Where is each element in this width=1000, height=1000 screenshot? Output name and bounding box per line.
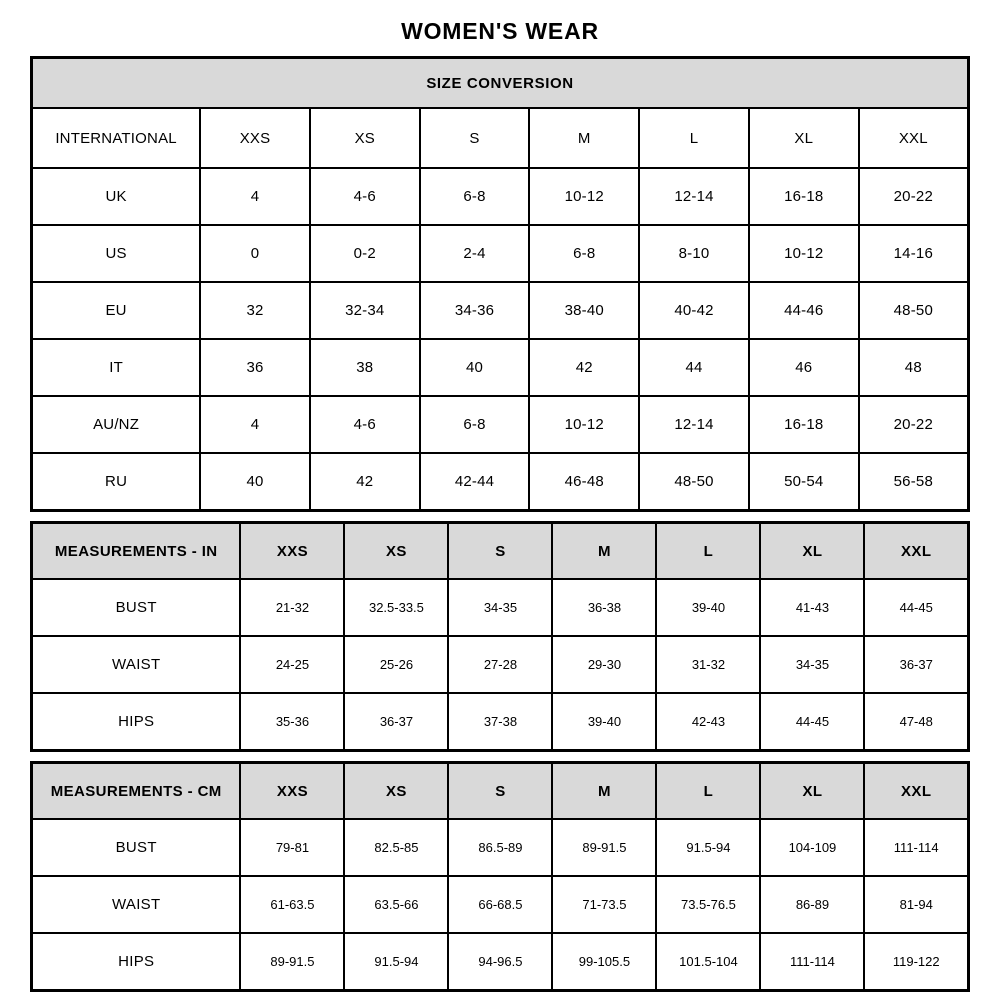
table-cell: 48-50 <box>639 453 749 511</box>
size-column-header: XS <box>344 763 448 820</box>
size-column-header: L <box>639 108 749 168</box>
table-cell: 44-45 <box>864 579 968 636</box>
table-cell: 119-122 <box>864 933 968 991</box>
table-cell: 34-36 <box>420 282 530 339</box>
size-column-header: XXL <box>864 763 968 820</box>
row-label-column-header: MEASUREMENTS - CM <box>32 763 241 820</box>
measurements-cm-table <box>30 761 970 992</box>
table-cell: 111-114 <box>760 933 864 991</box>
table-cell: 91.5-94 <box>656 819 760 876</box>
table-cell: 42-44 <box>420 453 530 511</box>
table-cell: 36-38 <box>552 579 656 636</box>
table-cell: 46 <box>749 339 859 396</box>
table-cell: 0 <box>200 225 310 282</box>
table-row <box>32 933 969 991</box>
table-cell: 39-40 <box>656 579 760 636</box>
size-column-header: XXL <box>859 108 969 168</box>
size-column-header: XXS <box>200 108 310 168</box>
table-row <box>32 876 969 933</box>
table-cell: 6-8 <box>420 396 530 453</box>
table-row <box>32 819 969 876</box>
table-cell: 40 <box>200 453 310 511</box>
row-label: WAIST <box>32 636 241 693</box>
table-cell: 4-6 <box>310 396 420 453</box>
table-cell: 32.5-33.5 <box>344 579 448 636</box>
table-cell: 10-12 <box>749 225 859 282</box>
table-cell: 0-2 <box>310 225 420 282</box>
size-conversion-table <box>30 56 970 512</box>
size-column-header: XL <box>749 108 859 168</box>
row-label-column-header: MEASUREMENTS - IN <box>32 523 241 580</box>
size-column-header: XL <box>760 523 864 580</box>
table-row <box>32 225 969 282</box>
table-cell: 12-14 <box>639 168 749 225</box>
table-cell: 48 <box>859 339 969 396</box>
table-cell: 40-42 <box>639 282 749 339</box>
table-row <box>32 636 969 693</box>
size-column-header: L <box>656 763 760 820</box>
size-column-header: XXS <box>240 523 344 580</box>
table-cell: 82.5-85 <box>344 819 448 876</box>
table-cell: 20-22 <box>859 396 969 453</box>
size-column-header: S <box>448 523 552 580</box>
table-cell: 31-32 <box>656 636 760 693</box>
table-cell: 44-46 <box>749 282 859 339</box>
table-cell: 71-73.5 <box>552 876 656 933</box>
table-cell: 111-114 <box>864 819 968 876</box>
table-cell: 63.5-66 <box>344 876 448 933</box>
size-column-header: S <box>448 763 552 820</box>
measurements-in-table <box>30 521 970 752</box>
table-cell: 86-89 <box>760 876 864 933</box>
row-label: AU/NZ <box>32 396 201 453</box>
row-label: BUST <box>32 819 241 876</box>
table-cell: 35-36 <box>240 693 344 751</box>
table-cell: 34-35 <box>448 579 552 636</box>
table-cell: 29-30 <box>552 636 656 693</box>
row-label: EU <box>32 282 201 339</box>
row-label: HIPS <box>32 693 241 751</box>
size-column-header: M <box>529 108 639 168</box>
table-cell: 38 <box>310 339 420 396</box>
table-cell: 6-8 <box>420 168 530 225</box>
row-label: RU <box>32 453 201 511</box>
row-label: UK <box>32 168 201 225</box>
table-cell: 73.5-76.5 <box>656 876 760 933</box>
size-conversion-band-header: SIZE CONVERSION <box>32 58 969 109</box>
table-cell: 36-37 <box>864 636 968 693</box>
table-cell: 42-43 <box>656 693 760 751</box>
table-cell: 32-34 <box>310 282 420 339</box>
table-cell: 12-14 <box>639 396 749 453</box>
table-cell: 10-12 <box>529 396 639 453</box>
table-cell: 91.5-94 <box>344 933 448 991</box>
table-row <box>32 396 969 453</box>
table-cell: 47-48 <box>864 693 968 751</box>
table-cell: 4 <box>200 396 310 453</box>
table-cell: 104-109 <box>760 819 864 876</box>
table-cell: 27-28 <box>448 636 552 693</box>
table-cell: 44-45 <box>760 693 864 751</box>
size-column-header: XS <box>344 523 448 580</box>
table-row <box>32 579 969 636</box>
size-column-header: S <box>420 108 530 168</box>
table-cell: 46-48 <box>529 453 639 511</box>
table-cell: 61-63.5 <box>240 876 344 933</box>
table-cell: 4 <box>200 168 310 225</box>
table-cell: 39-40 <box>552 693 656 751</box>
table-cell: 50-54 <box>749 453 859 511</box>
table-cell: 10-12 <box>529 168 639 225</box>
table-cell: 42 <box>529 339 639 396</box>
table-cell: 36 <box>200 339 310 396</box>
table-cell: 81-94 <box>864 876 968 933</box>
table-cell: 42 <box>310 453 420 511</box>
size-column-header: XL <box>760 763 864 820</box>
table-cell: 14-16 <box>859 225 969 282</box>
size-column-header: L <box>656 523 760 580</box>
table-cell: 94-96.5 <box>448 933 552 991</box>
size-column-header: XXS <box>240 763 344 820</box>
page-title: WOMEN'S WEAR <box>401 18 599 44</box>
table-cell: 37-38 <box>448 693 552 751</box>
table-cell: 6-8 <box>529 225 639 282</box>
size-column-header: M <box>552 763 656 820</box>
table-row <box>32 453 969 511</box>
row-label: WAIST <box>32 876 241 933</box>
table-cell: 99-105.5 <box>552 933 656 991</box>
table-cell: 2-4 <box>420 225 530 282</box>
table-cell: 89-91.5 <box>552 819 656 876</box>
table-cell: 79-81 <box>240 819 344 876</box>
table-row <box>32 282 969 339</box>
table-cell: 16-18 <box>749 396 859 453</box>
table-cell: 8-10 <box>639 225 749 282</box>
row-label: US <box>32 225 201 282</box>
table-cell: 44 <box>639 339 749 396</box>
size-column-header: XS <box>310 108 420 168</box>
table-cell: 89-91.5 <box>240 933 344 991</box>
table-cell: 38-40 <box>529 282 639 339</box>
table-cell: 48-50 <box>859 282 969 339</box>
size-column-header: M <box>552 523 656 580</box>
table-row <box>32 339 969 396</box>
table-cell: 36-37 <box>344 693 448 751</box>
table-cell: 41-43 <box>760 579 864 636</box>
table-cell: 20-22 <box>859 168 969 225</box>
table-cell: 16-18 <box>749 168 859 225</box>
row-label: HIPS <box>32 933 241 991</box>
table-cell: 40 <box>420 339 530 396</box>
table-row <box>32 693 969 751</box>
table-cell: 66-68.5 <box>448 876 552 933</box>
row-label: BUST <box>32 579 241 636</box>
row-label-column-header: INTERNATIONAL <box>32 108 201 168</box>
row-label: IT <box>32 339 201 396</box>
table-cell: 21-32 <box>240 579 344 636</box>
table-cell: 56-58 <box>859 453 969 511</box>
table-cell: 34-35 <box>760 636 864 693</box>
table-cell: 32 <box>200 282 310 339</box>
table-cell: 4-6 <box>310 168 420 225</box>
table-cell: 101.5-104 <box>656 933 760 991</box>
table-cell: 86.5-89 <box>448 819 552 876</box>
table-cell: 24-25 <box>240 636 344 693</box>
size-column-header: XXL <box>864 523 968 580</box>
table-cell: 25-26 <box>344 636 448 693</box>
table-row <box>32 168 969 225</box>
